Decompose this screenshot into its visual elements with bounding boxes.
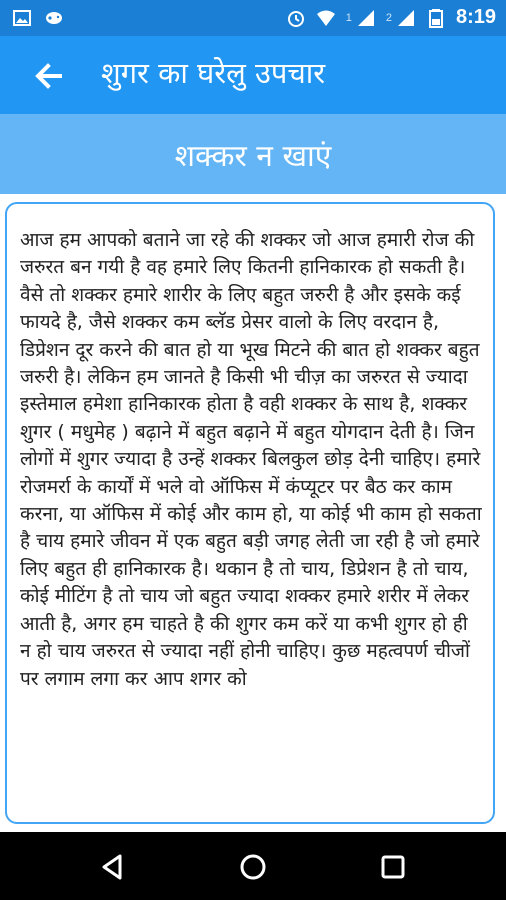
back-triangle-icon[interactable]	[98, 852, 128, 882]
battery-icon	[426, 8, 446, 28]
arrow-back-icon[interactable]	[30, 58, 66, 94]
signal-icon	[356, 8, 376, 28]
sim2-label: 2	[385, 11, 392, 24]
game-controller-icon	[44, 8, 64, 28]
alarm-icon	[286, 8, 306, 28]
recents-square-icon[interactable]	[378, 852, 408, 882]
section-title: शक्कर न खाएं	[174, 139, 332, 174]
sim1-label: 1	[345, 11, 352, 24]
image-icon	[12, 8, 32, 28]
home-circle-icon[interactable]	[238, 852, 268, 882]
status-time: 8:19	[455, 6, 496, 28]
status-bar	[0, 0, 506, 36]
article-body: आज हम आपको बताने जा रहे की शक्कर जो आज हमारी रोज की जरुरत बन गयी है वह हमारे लिए कितनी हानिकारक हो सकती है। वैसे तो शक्कर हमारे शारीर के लिए बहुत जरुरी है और इसके कई फायदे है, जैसे शक्कर कम ब्लॅड प्रेसर वालो के लिए वरदान है, डिप्रेशन दूर करने की बात हो या भूख मिटने की बात हो शक्कर बहुत जरुरी है। लेकिन हम जानते है किसी भी चीज़ का जरुरत से ज्यादा इस्तेमाल हमेशा हानिकारक होता है वही शक्कर के साथ है, शक्कर शुगर ( मधुमेह ) बढ़ाने में बहुत बढ़ाने में बहुत योगदान देती है। जिन लोगों में शुगर ज्यादा है उन्हें शक्कर बिलकुल छोड़ देनी चाहिए। हमारे रोजमर्रा के कार्यों में भले वो ऑफिस में कंप्यूटर पर बैठ कर काम करना, या ऑफिस में कोई और काम हो, या कोई भी काम हो सकता है चाय हमारे जीवन में एक बहुत बड़ी जगह लेती जा रही है जो हमारे लिए बहुत ही हानिकारक है। थकान है तो चाय, डिप्रेशन है तो चाय, कोई मीटिंग है तो चाय जो बहुत ज्यादा शक्कर हमारे शरीर में लेकर आती है, अगर हम चाहते है की शुगर कम करें या कभी शुगर हो ही न हो चाय जरुरत से ज्यादा नहीं होनी चाहिए। कुछ महत्वपर्ण चीजों पर लगाम लगा कर आप शगर को	[20, 229, 482, 690]
nav-bar	[0, 832, 506, 900]
section-header	[0, 114, 506, 194]
status-right-icons	[286, 6, 496, 29]
signal-icon-2	[396, 8, 416, 28]
status-left-icons	[12, 8, 64, 28]
wifi-icon	[316, 8, 336, 28]
app-bar	[0, 36, 506, 114]
app-title: शुगर का घरेलु उपचार	[101, 56, 326, 90]
content-card[interactable]	[5, 202, 495, 824]
